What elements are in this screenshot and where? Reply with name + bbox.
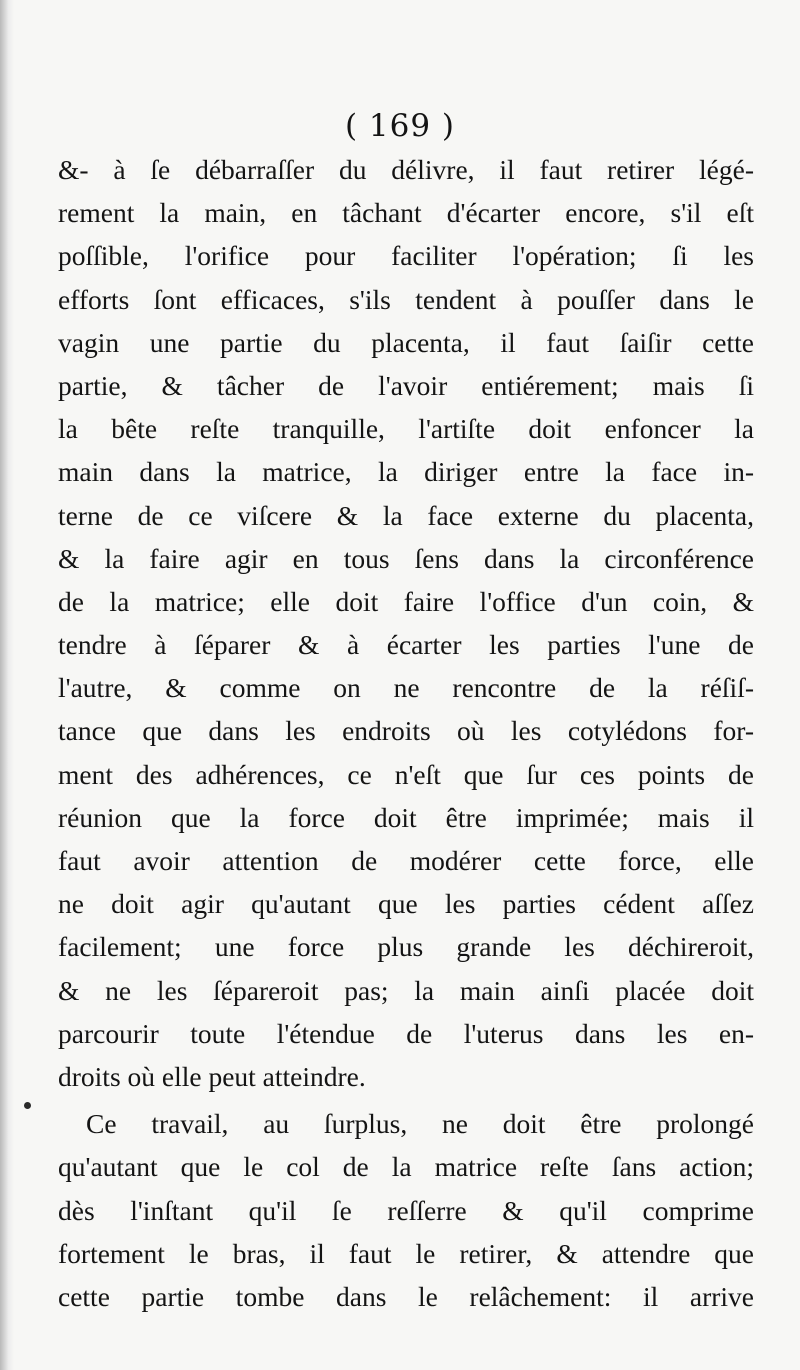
ink-dot: [24, 1102, 31, 1109]
text-line: rement la main, en tâchant d'écarter encore, s'il eſt: [58, 197, 754, 229]
text-line: ment des adhérences, ce n'eſt que ſur ces points de: [58, 758, 754, 790]
text-line: tendre à ſéparer & à écarter les parties l'une de: [58, 629, 754, 661]
page-edge-shadow: [0, 0, 14, 1370]
text-line: fortement le bras, il faut le retirer, & attendre que: [58, 1237, 754, 1269]
text-line: &- à ſe débarraſſer du délivre, il faut retirer légé-: [58, 154, 754, 185]
text-line: efforts ſont efficaces, s'ils tendent à pouſſer dans le: [58, 283, 754, 315]
body-text: [58, 148, 754, 1318]
text-line: cette partie tombe dans le relâchement: il arrive: [58, 1280, 754, 1312]
text-line: droits où elle peut atteindre.: [58, 1060, 366, 1092]
text-line: parcourir toute l'étendue de l'uterus dans les en-: [58, 1017, 754, 1049]
text-line: faut avoir attention de modérer cette force, elle: [58, 845, 754, 876]
text-line: de la matrice; elle doit faire l'office d'un coin, &: [58, 585, 754, 617]
paragraph: [58, 1102, 754, 1318]
text-line: & ne les ſépareroit pas; la main ainſi placée doit: [58, 974, 754, 1006]
text-line: tance que dans les endroits où les cotylédons for-: [58, 715, 754, 747]
text-line: la bête reſte tranquille, l'artiſte doit enfoncer la: [58, 413, 754, 445]
text-line: ne doit agir qu'autant que les parties cédent aſſez: [58, 888, 754, 920]
text-line: partie, & tâcher de l'avoir entiérement; mais ſi: [58, 369, 754, 401]
text-line: main dans la matrice, la diriger entre la face in-: [58, 456, 754, 488]
text-line: vagin une partie du placenta, il faut ſaiſir cette: [58, 326, 754, 358]
text-line: terne de ce viſcere & la face externe du placenta,: [58, 499, 754, 531]
text-line: qu'autant que le col de la matrice reſte ſans action;: [58, 1151, 754, 1183]
text-line: l'autre, & comme on ne rencontre de la réſiſ-: [58, 672, 754, 704]
text-line: Ce travail, au ſurplus, ne doit être prolongé: [86, 1108, 754, 1140]
paragraph: [58, 148, 754, 1098]
text-line: facilement; une force plus grande les déchireroit,: [58, 931, 754, 963]
text-line: poſſible, l'orifice pour faciliter l'opération; ſi les: [58, 240, 754, 272]
text-line: & la faire agir en tous ſens dans la circonférence: [58, 542, 754, 574]
page-number: ( 169 ): [344, 108, 456, 144]
text-line: réunion que la force doit être imprimée; mais il: [58, 801, 754, 833]
text-line: dès l'inſtant qu'il ſe reſſerre & qu'il comprime: [58, 1194, 754, 1226]
